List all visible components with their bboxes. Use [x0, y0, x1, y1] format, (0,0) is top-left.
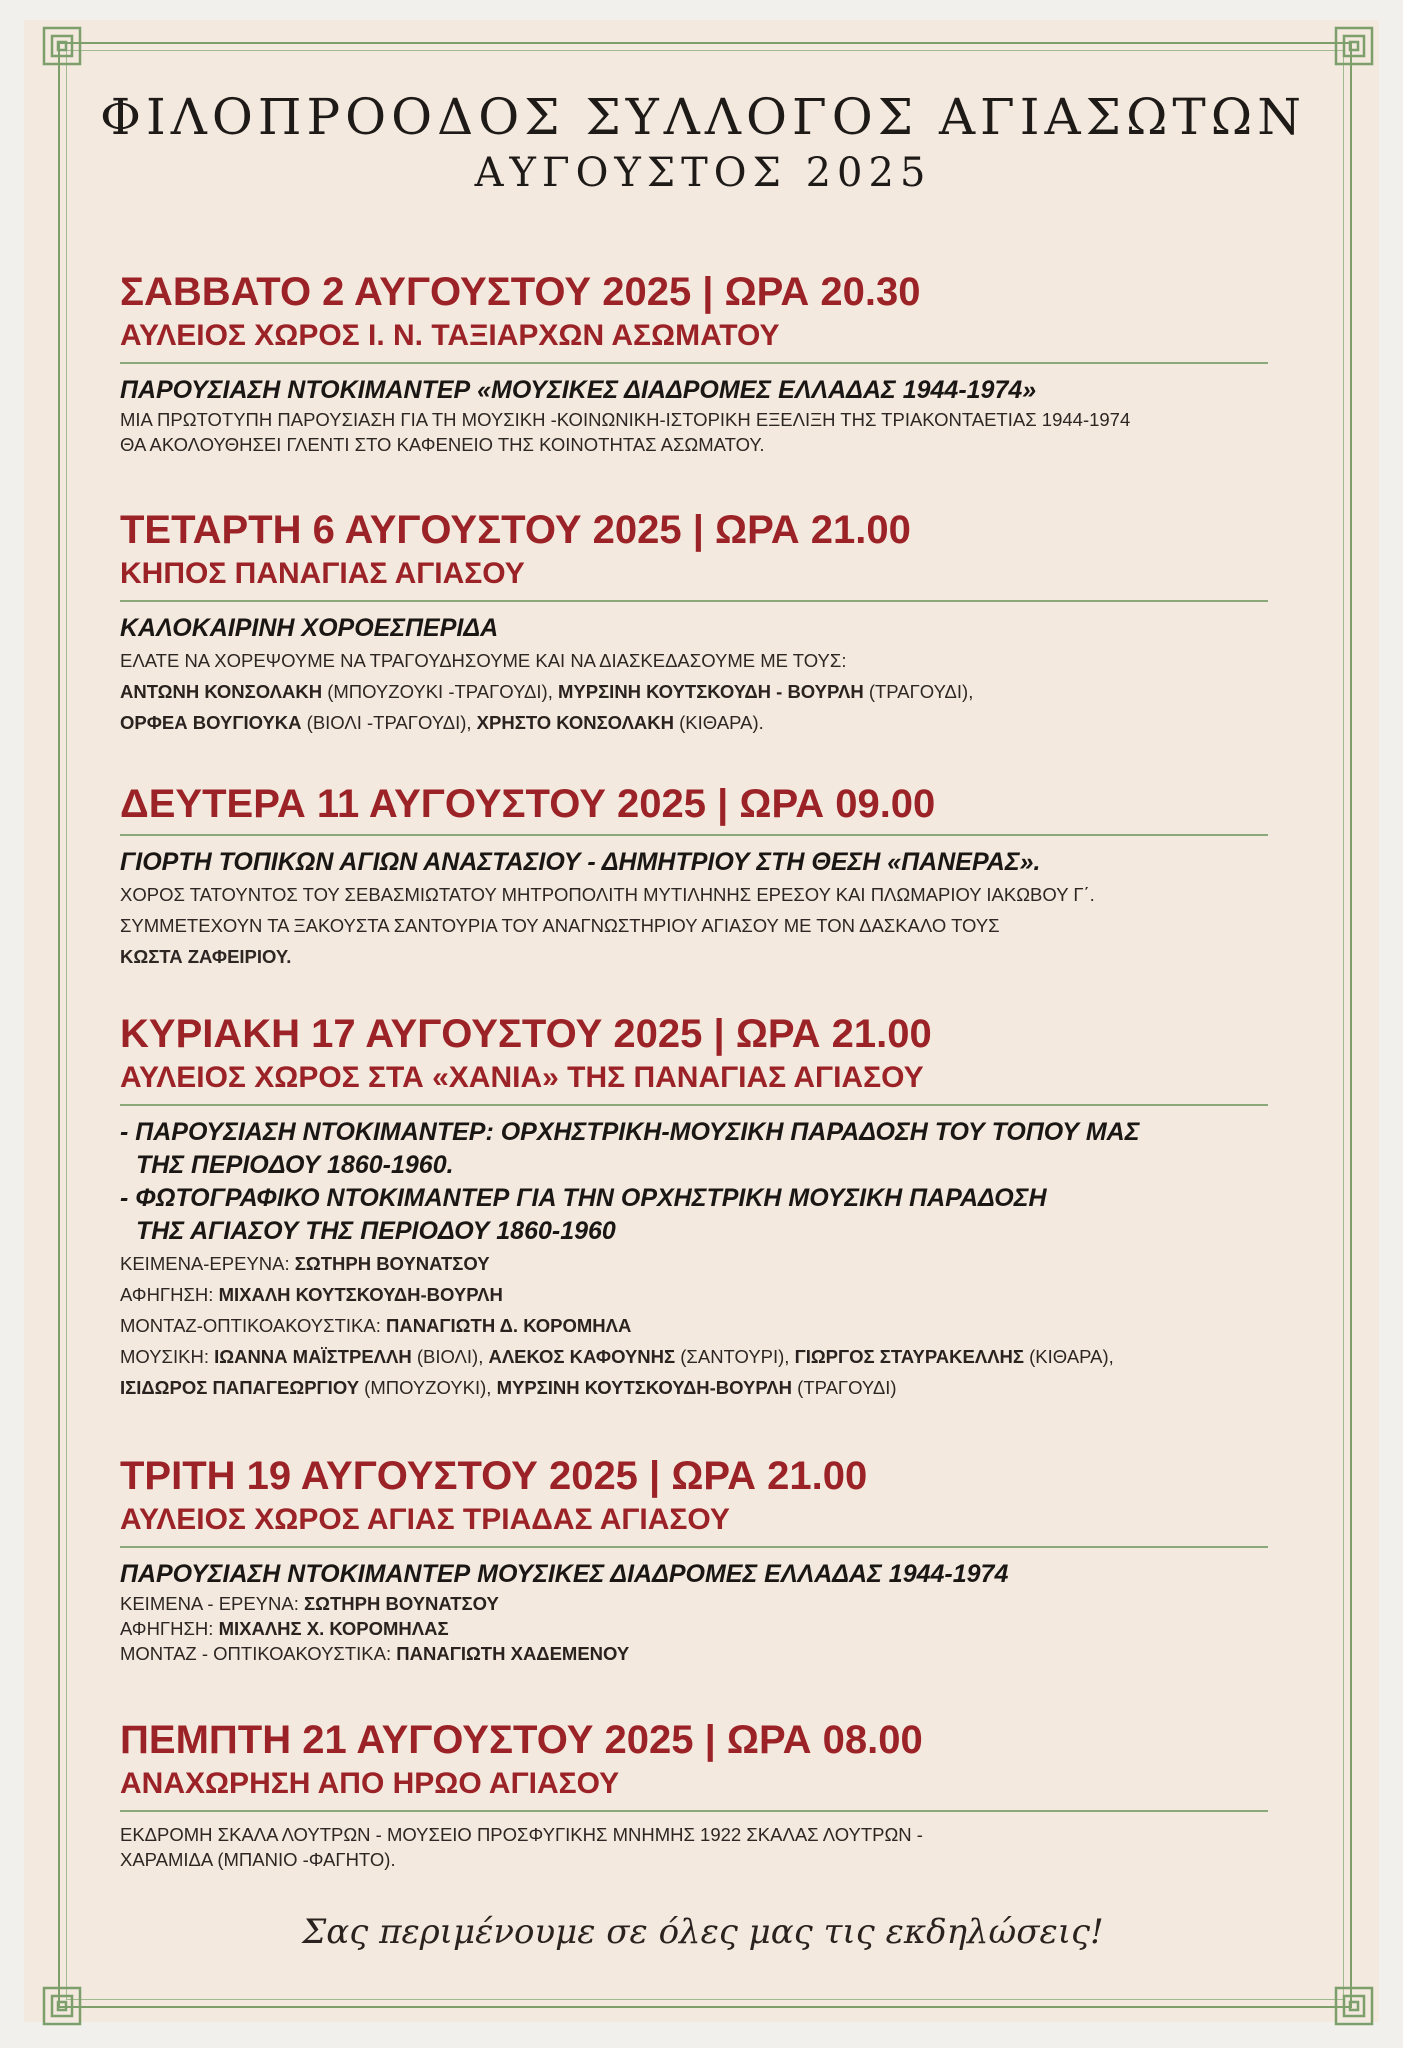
- credit-line: [120, 1248, 1270, 1279]
- performer-role: (ΤΡΑΓΟΥΔΙ),: [863, 681, 974, 702]
- event-description: ΕΚΔΡΟΜΗ ΣΚΑΛΑ ΛΟΥΤΡΩΝ - ΜΟΥΣΕΙΟ ΠΡΟΣΦΥΓΙΚΗΣ ΜΝΗΜΗΣ 1922 ΣΚΑΛΑΣ ΛΟΥΤΡΩΝ -: [120, 1824, 923, 1845]
- event-headline: ΠΑΡΟΥΣΙΑΣΗ ΝΤΟΚΙΜΑΝΤΕΡ «ΜΟΥΣΙΚΕΣ ΔΙΑΔΡΟΜΕΣ ΕΛΛΑΔΑΣ 1944-1974»: [120, 376, 1037, 404]
- credit-line: [120, 1310, 1270, 1341]
- credit-line: [120, 1372, 1270, 1403]
- event-venue: ΚΗΠΟΣ ΠΑΝΑΓΙΑΣ ΑΓΙΑΣΟΥ: [120, 557, 525, 590]
- credit-role: (ΒΙΟΛΙ),: [411, 1346, 489, 1367]
- poster-subtitle: ΑΥΓΟΥΣΤΟΣ 2025: [474, 150, 932, 196]
- performer-name: ΜΥΡΣΙΝΗ ΚΟΥΤΣΚΟΥΔΗ - ΒΟΥΡΛΗ: [557, 681, 864, 702]
- credit-name: ΓΙΩΡΓΟΣ ΣΤΑΥΡΑΚΕΛΛΗΣ: [794, 1346, 1024, 1367]
- event-headline: ΤΗΣ ΑΓΙΑΣΟΥ ΤΗΣ ΠΕΡΙΟΔΟΥ 1860-1960: [136, 1217, 616, 1245]
- event-headline: ΚΑΛΟΚΑΙΡΙΝΗ ΧΟΡΟΕΣΠΕΡΙΔΑ: [120, 614, 499, 642]
- performer-name: ΧΡΗΣΤΟ ΚΟΝΣΟΛΑΚΗ: [476, 712, 674, 733]
- credit-name: ΜΙΧΑΛΗΣ Χ. ΚΟΡΟΜΗΛΑΣ: [218, 1618, 449, 1639]
- event-headline: - ΦΩΤΟΓΡΑΦΙΚΟ ΝΤΟΚΙΜΑΝΤΕΡ ΓΙΑ ΤΗΝ ΟΡΧΗΣΤΡΙΚΗ ΜΟΥΣΙΚΗ ΠΑΡΑΔΟΣΗ: [120, 1184, 1047, 1212]
- credit-label: ΜΟΥΣΙΚΗ:: [120, 1346, 215, 1367]
- credit-name: ΜΥΡΣΙΝΗ ΚΟΥΤΣΚΟΥΔΗ-ΒΟΥΡΛΗ: [496, 1377, 793, 1398]
- divider: [120, 600, 1268, 602]
- credit-line: [120, 1341, 1270, 1372]
- divider: [120, 1810, 1268, 1812]
- event-headline: - ΠΑΡΟΥΣΙΑΣΗ ΝΤΟΚΙΜΑΝΤΕΡ: ΟΡΧΗΣΤΡΙΚΗ-ΜΟΥΣΙΚΗ ΠΑΡΑΔΟΣΗ ΤΟΥ ΤΟΠΟΥ ΜΑΣ: [120, 1118, 1140, 1146]
- performer-name: ΟΡΦΕΑ ΒΟΥΓΙΟΥΚΑ: [120, 712, 302, 733]
- performer-role: (ΜΠΟΥΖΟΥΚΙ -ΤΡΑΓΟΥΔΙ),: [322, 681, 558, 702]
- credit-label: ΑΦΗΓΗΣΗ:: [120, 1618, 219, 1639]
- event-2: [120, 506, 1270, 738]
- credit-role: (ΤΡΑΓΟΥΔΙ): [792, 1377, 897, 1398]
- credit-name: ΠΑΝΑΓΙΩΤΗ Δ. ΚΟΡΟΜΗΛΑ: [385, 1315, 632, 1336]
- event-date: ΤΕΤΑΡΤΗ 6 ΑΥΓΟΥΣΤΟΥ 2025 | ΩΡΑ 21.00: [120, 508, 911, 552]
- credit-role: (ΜΠΟΥΖΟΥΚΙ),: [359, 1377, 497, 1398]
- event-description: ΜΙΑ ΠΡΩΤΟΤΥΠΗ ΠΑΡΟΥΣΙΑΣΗ ΓΙΑ ΤΗ ΜΟΥΣΙΚΗ -ΚΟΙΝΩΝΙΚΗ-ΙΣΤΟΡΙΚΗ ΕΞΕΛΙΞΗ ΤΗΣ ΤΡΙΑΚΟΝΤΑΕΤΙΑΣ 1944-1974: [120, 409, 1131, 430]
- corner-ornament-icon: [1330, 22, 1378, 70]
- event-description: ΣΥΜΜΕΤΕΧΟΥΝ ΤΑ ΞΑΚΟΥΣΤΑ ΣΑΝΤΟΥΡΙΑ ΤΟΥ ΑΝΑΓΝΩΣΤΗΡΙΟΥ ΑΓΙΑΣΟΥ ΜΕ ΤΟΝ ΔΑΣΚΑΛΟ ΤΟΥΣ: [120, 915, 1000, 936]
- credit-line: [120, 1279, 1270, 1310]
- event-description: ΘΑ ΑΚΟΛΟΥΘΗΣΕΙ ΓΛΕΝΤΙ ΣΤΟ ΚΑΦΕΝΕΙΟ ΤΗΣ ΚΟΙΝΟΤΗΤΑΣ ΑΣΩΜΑΤΟΥ.: [120, 434, 765, 455]
- credit-role: (ΚΙΘΑΡΑ),: [1024, 1346, 1114, 1367]
- credit-label: ΜΟΝΤΑΖ-ΟΠΤΙΚΟΑΚΟΥΣΤΙΚΑ:: [120, 1315, 386, 1336]
- event-venue: ΑΥΛΕΙΟΣ ΧΩΡΟΣ Ι. Ν. ΤΑΞΙΑΡΧΩΝ ΑΣΩΜΑΤΟΥ: [120, 319, 780, 352]
- event-date: ΚΥΡΙΑΚΗ 17 ΑΥΓΟΥΣΤΟΥ 2025 | ΩΡΑ 21.00: [120, 1012, 932, 1056]
- credit-name: ΜΙΧΑΛΗ ΚΟΥΤΣΚΟΥΔΗ-ΒΟΥΡΛΗ: [218, 1284, 503, 1305]
- credit-line: [120, 1641, 1270, 1666]
- credit-name: ΙΩΑΝΝΑ ΜΑΪΣΤΡΕΛΛΗ: [214, 1346, 412, 1367]
- performer-role: (ΒΙΟΛΙ -ΤΡΑΓΟΥΔΙ),: [301, 712, 477, 733]
- event-date: ΔΕΥΤΕΡΑ 11 ΑΥΓΟΥΣΤΟΥ 2025 | ΩΡΑ 09.00: [120, 782, 936, 826]
- credit-name: ΑΛΕΚΟΣ ΚΑΦΟΥΝΗΣ: [488, 1346, 676, 1367]
- event-date: ΠΕΜΠΤΗ 21 ΑΥΓΟΥΣΤΟΥ 2025 | ΩΡΑ 08.00: [120, 1718, 923, 1762]
- performer-name: ΑΝΤΩΝΗ ΚΟΝΣΟΛΑΚΗ: [120, 681, 323, 702]
- performers-line: [120, 676, 1270, 707]
- credit-name: ΠΑΝΑΓΙΩΤΗ ΧΑΔΕΜΕΝΟΥ: [396, 1643, 630, 1664]
- event-date: ΤΡΙΤΗ 19 ΑΥΓΟΥΣΤΟΥ 2025 | ΩΡΑ 21.00: [120, 1454, 868, 1498]
- event-3: [120, 780, 1270, 972]
- divider: [120, 362, 1268, 364]
- credit-label: ΜΟΝΤΑΖ - ΟΠΤΙΚΟΑΚΟΥΣΤΙΚΑ:: [120, 1643, 397, 1664]
- credit-role: (ΣΑΝΤΟΥΡΙ),: [675, 1346, 795, 1367]
- closing-message: Σας περιμένουμε σε όλες μας τις εκδηλώσεις!: [302, 1912, 1104, 1952]
- event-venue: ΑΝΑΧΩΡΗΣΗ ΑΠΟ ΗΡΩΟ ΑΓΙΑΣΟΥ: [120, 1767, 620, 1800]
- poster-title: ΦΙΛΟΠΡΟΟΔΟΣ ΣΥΛΛΟΓΟΣ ΑΓΙΑΣΩΤΩΝ: [100, 88, 1306, 146]
- event-4: [120, 1010, 1270, 1403]
- divider: [120, 1104, 1268, 1106]
- divider: [120, 834, 1268, 836]
- event-1: [120, 268, 1270, 457]
- corner-ornament-icon: [1330, 1982, 1378, 2030]
- event-description: ΚΩΣΤΑ ΖΑΦΕΙΡΙΟΥ.: [120, 946, 292, 967]
- credit-name: ΙΣΙΔΩΡΟΣ ΠΑΠΑΓΕΩΡΓΙΟΥ: [120, 1377, 360, 1398]
- event-description: ΧΑΡΑΜΙΔΑ (ΜΠΑΝΙΟ -ΦΑΓΗΤΟ).: [120, 1849, 396, 1870]
- performers-line: [120, 707, 1270, 738]
- event-headline: ΤΗΣ ΠΕΡΙΟΔΟΥ 1860-1960.: [136, 1151, 454, 1179]
- performer-role: (ΚΙΘΑΡΑ).: [673, 712, 764, 733]
- event-description: ΧΟΡΟΣ ΤΑΤΟΥΝΤΟΣ ΤΟΥ ΣΕΒΑΣΜΙΩΤΑΤΟΥ ΜΗΤΡΟΠΟΛΙΤΗ ΜΥΤΙΛΗΝΗΣ ΕΡΕΣΟΥ ΚΑΙ ΠΛΩΜΑΡΙΟΥ ΙΑΚΩΒΟΥ Γ΄.: [120, 884, 1095, 905]
- corner-ornament-icon: [38, 22, 86, 70]
- credit-line: [120, 1616, 1270, 1641]
- credit-label: ΑΦΗΓΗΣΗ:: [120, 1284, 219, 1305]
- credit-label: ΚΕΙΜΕΝΑ-ΕΡΕΥΝΑ:: [120, 1253, 295, 1274]
- divider: [120, 1546, 1268, 1548]
- credit-label: ΚΕΙΜΕΝΑ - ΕΡΕΥΝΑ:: [120, 1593, 305, 1614]
- event-headline: ΓΙΟΡΤΗ ΤΟΠΙΚΩΝ ΑΓΙΩΝ ΑΝΑΣΤΑΣΙΟΥ - ΔΗΜΗΤΡΙΟΥ ΣΤΗ ΘΕΣΗ «ΠΑΝΕΡΑΣ».: [120, 848, 1041, 876]
- credit-name: ΣΩΤΗΡΗ ΒΟΥΝΑΤΣΟΥ: [304, 1593, 499, 1614]
- corner-ornament-icon: [38, 1982, 86, 2030]
- event-date: ΣΑΒΒΑΤΟ 2 ΑΥΓΟΥΣΤΟΥ 2025 | ΩΡΑ 20.30: [120, 270, 921, 314]
- event-5: [120, 1452, 1270, 1666]
- event-headline: ΠΑΡΟΥΣΙΑΣΗ ΝΤΟΚΙΜΑΝΤΕΡ ΜΟΥΣΙΚΕΣ ΔΙΑΔΡΟΜΕΣ ΕΛΛΑΔΑΣ 1944-1974: [120, 1560, 1009, 1588]
- event-6: [120, 1716, 1270, 1872]
- event-venue: ΑΥΛΕΙΟΣ ΧΩΡΟΣ ΑΓΙΑΣ ΤΡΙΑΔΑΣ ΑΓΙΑΣΟΥ: [120, 1503, 730, 1536]
- event-description: ΕΛΑΤΕ ΝΑ ΧΟΡΕΨΟΥΜΕ ΝΑ ΤΡΑΓΟΥΔΗΣΟΥΜΕ ΚΑΙ ΝΑ ΔΙΑΣΚΕΔΑΣΟΥΜΕ ΜΕ ΤΟΥΣ:: [120, 650, 847, 671]
- event-venue: ΑΥΛΕΙΟΣ ΧΩΡΟΣ ΣΤΑ «ΧΑΝΙΑ» ΤΗΣ ΠΑΝΑΓΙΑΣ ΑΓΙΑΣΟΥ: [120, 1061, 924, 1094]
- credit-name: ΣΩΤΗΡΗ ΒΟΥΝΑΤΣΟΥ: [294, 1253, 490, 1274]
- credit-line: [120, 1591, 1270, 1616]
